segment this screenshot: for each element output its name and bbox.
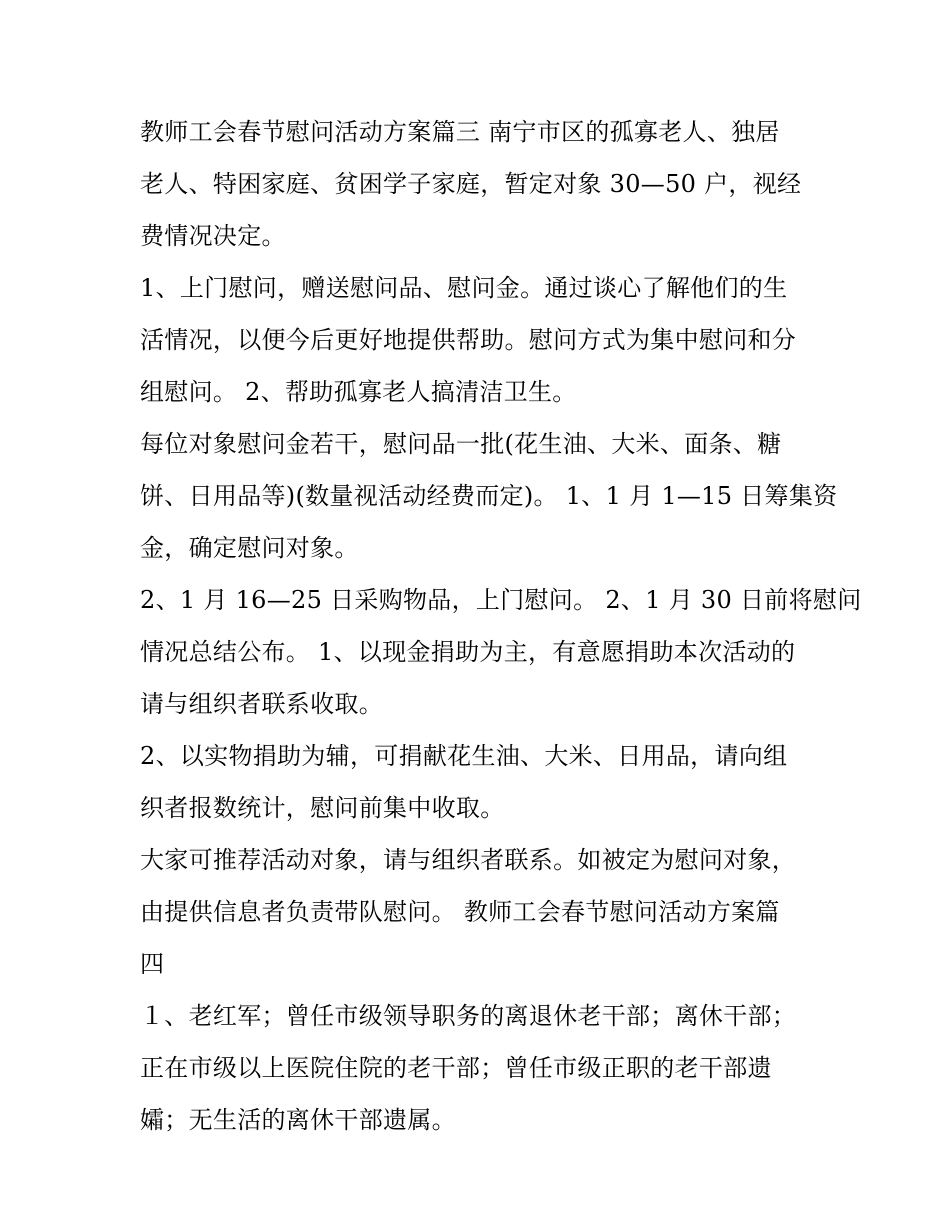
text-line: 组慰问。 2、帮助孤寡老人搞清洁卫生。 xyxy=(140,378,577,406)
text-line: 正在市级以上医院住院的老干部；曾任市级正职的老干部遗 xyxy=(140,1054,772,1082)
text-line: 老人、特困家庭、贫困学子家庭，暂定对象 30—50 户，视经 xyxy=(140,170,802,198)
text-line: 四 xyxy=(140,950,165,978)
text-line: 大家可推荐活动对象，请与组织者联系。如被定为慰问对象， xyxy=(140,846,797,874)
text-line: 活情况，以便今后更好地提供帮助。慰问方式为集中慰问和分 xyxy=(140,326,797,354)
text-line: 请与组织者联系收取。 xyxy=(140,690,383,718)
text-line: １、老红军；曾任市级领导职务的离退休老干部；离休干部； xyxy=(140,1002,797,1030)
text-line: 1、上门慰问，赠送慰问品、慰问金。通过谈心了解他们的生 xyxy=(140,274,788,302)
text-line: 孀；无生活的离休干部遗属。 xyxy=(140,1106,456,1134)
text-line: 由提供信息者负责带队慰问。 教师工会春节慰问活动方案篇 xyxy=(140,898,780,926)
text-line: 饼、日用品等)(数量视活动经费而定)。 1、1 月 1—15 日筹集资 xyxy=(140,482,838,510)
text-line: 2、1 月 16—25 日采购物品，上门慰问。 2、1 月 30 日前将慰问 xyxy=(140,586,862,614)
document-body xyxy=(140,106,862,1146)
text-line: 金，确定慰问对象。 xyxy=(140,534,359,562)
text-line: 情况总结公布。 1、以现金捐助为主，有意愿捐助本次活动的 xyxy=(140,638,796,666)
text-line: 教师工会春节慰问活动方案篇三 南宁市区的孤寡老人、独居 xyxy=(140,118,780,146)
text-line: 2、以实物捐助为辅，可捐献花生油、大米、日用品，请向组 xyxy=(140,742,788,770)
text-line: 每位对象慰问金若干，慰问品一批(花生油、大米、面条、糖 xyxy=(140,430,782,458)
text-line: 费情况决定。 xyxy=(140,222,286,250)
text-line: 织者报数统计，慰问前集中收取。 xyxy=(140,794,505,822)
